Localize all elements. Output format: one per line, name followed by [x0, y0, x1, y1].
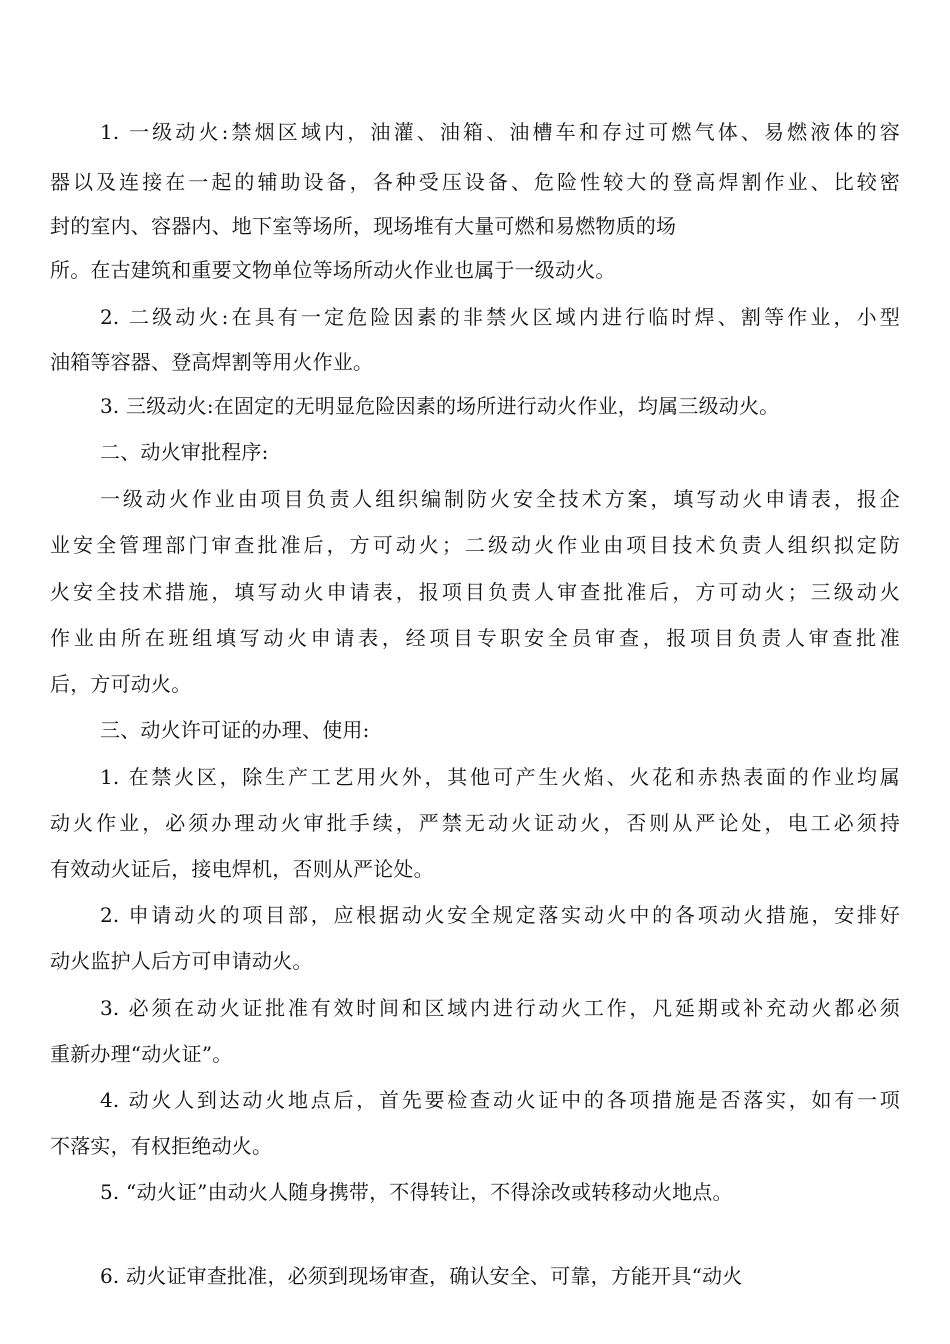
text-line: 作业由所在班组填写动火申请表，经项目专职安全员审查，报项目负责人审查批准: [50, 626, 900, 650]
section-heading: 二、动火审批程序:: [100, 440, 269, 464]
text-line: 后，方可动火。: [50, 672, 192, 696]
section-heading: 三、动火许可证的办理、使用:: [100, 718, 370, 742]
text-line: 3. 三级动火:在固定的无明显危险因素的场所进行动火作业，均属三级动火。: [100, 394, 780, 418]
text-line: 所。在古建筑和重要文物单位等场所动火作业也属于一级动火。: [50, 258, 616, 282]
text-line: 封的室内、容器内、地下室等场所，现场堆有大量可燃和易燃物质的场: [50, 214, 677, 238]
text-line: 火安全技术措施，填写动火申请表，报项目负责人审查批准后，方可动火；三级动火: [50, 580, 900, 604]
text-line: 动火作业，必须办理动火审批手续，严禁无动火证动火，否则从严论处，电工必须持: [50, 811, 900, 835]
text-line: 业安全管理部门审查批准后，方可动火；二级动火作业由项目技术负责人组织拟定防: [50, 533, 900, 557]
text-line: 有效动火证后，接电焊机，否则从严论处。: [50, 857, 434, 881]
text-line: 不落实，有权拒绝动火。: [50, 1134, 273, 1158]
text-line: 6. 动火证审查批准，必须到现场审查，确认安全、可靠，方能开具“动火: [100, 1264, 743, 1288]
text-line: 器以及连接在一起的辅助设备，各种受压设备、危险性较大的登高焊割作业、比较密: [50, 170, 900, 194]
text-line: 2. 二级动火:在具有一定危险因素的非禁火区域内进行临时焊、割等作业，小型: [100, 305, 900, 329]
text-line: 动火监护人后方可申请动火。: [50, 949, 313, 973]
text-line: 1. 在禁火区，除生产工艺用火外，其他可产生火焰、火花和赤热表面的作业均属: [100, 765, 900, 789]
text-line: 5. “动火证”由动火人随身携带，不得转让，不得涂改或转移动火地点。: [100, 1180, 733, 1204]
text-line: 一级动火作业由项目负责人组织编制防火安全技术方案，填写动火申请表，报企: [100, 487, 900, 511]
text-line: 油箱等容器、登高焊割等用火作业。: [50, 350, 374, 374]
text-line: 2. 申请动火的项目部，应根据动火安全规定落实动火中的各项动火措施，安排好: [100, 903, 900, 927]
text-line: 4. 动火人到达动火地点后，首先要检查动火证中的各项措施是否落实，如有一项: [100, 1088, 900, 1112]
text-line: 重新办理“动火证”。: [50, 1042, 233, 1066]
text-line: 3. 必须在动火证批准有效时间和区域内进行动火工作，凡延期或补充动火都必须: [100, 996, 900, 1020]
text-line: 1. 一级动火:禁烟区域内，油灌、油箱、油槽车和存过可燃气体、易燃液体的容: [100, 120, 900, 144]
